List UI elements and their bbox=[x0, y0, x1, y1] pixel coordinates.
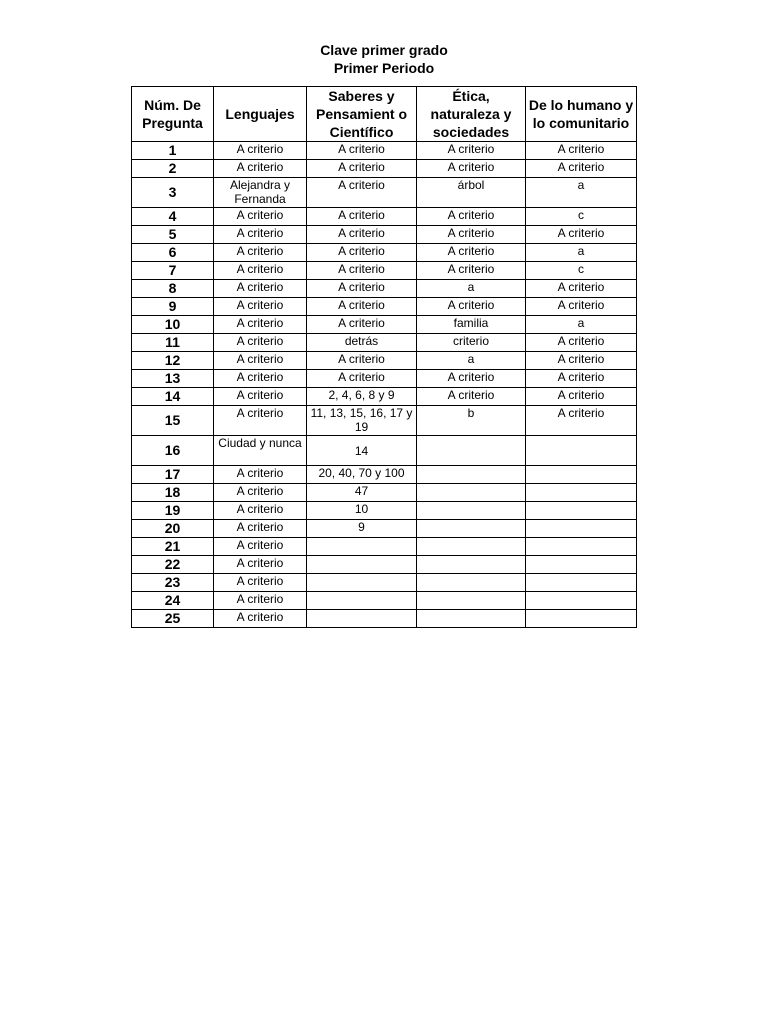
cell-lenguajes: A criterio bbox=[214, 280, 307, 298]
cell-question-number: 16 bbox=[132, 436, 214, 466]
cell-saberes bbox=[307, 610, 417, 628]
cell-lenguajes: A criterio bbox=[214, 370, 307, 388]
cell-saberes: A criterio bbox=[307, 280, 417, 298]
cell-question-number: 21 bbox=[132, 538, 214, 556]
cell-humano: a bbox=[526, 316, 637, 334]
cell-humano bbox=[526, 502, 637, 520]
header-row bbox=[132, 87, 637, 142]
cell-saberes bbox=[307, 574, 417, 592]
cell-saberes: 2, 4, 6, 8 y 9 bbox=[307, 388, 417, 406]
cell-saberes: 11, 13, 15, 16, 17 y 19 bbox=[307, 406, 417, 436]
cell-lenguajes: A criterio bbox=[214, 334, 307, 352]
table-row bbox=[132, 592, 637, 610]
table-row bbox=[132, 208, 637, 226]
cell-question-number: 15 bbox=[132, 406, 214, 436]
cell-question-number: 6 bbox=[132, 244, 214, 262]
cell-etica: A criterio bbox=[417, 298, 526, 316]
cell-etica bbox=[417, 466, 526, 484]
table-row bbox=[132, 484, 637, 502]
cell-question-number: 7 bbox=[132, 262, 214, 280]
cell-saberes: detrás bbox=[307, 334, 417, 352]
cell-humano: A criterio bbox=[526, 280, 637, 298]
title-line-1: Clave primer grado bbox=[320, 42, 448, 58]
table-row bbox=[132, 406, 637, 436]
cell-saberes: A criterio bbox=[307, 262, 417, 280]
cell-humano: A criterio bbox=[526, 226, 637, 244]
cell-question-number: 13 bbox=[132, 370, 214, 388]
cell-question-number: 14 bbox=[132, 388, 214, 406]
cell-humano: A criterio bbox=[526, 406, 637, 436]
cell-humano: A criterio bbox=[526, 388, 637, 406]
cell-lenguajes: A criterio bbox=[214, 160, 307, 178]
cell-lenguajes: A criterio bbox=[214, 142, 307, 160]
cell-question-number: 17 bbox=[132, 466, 214, 484]
table-row bbox=[132, 244, 637, 262]
title-line-2: Primer Periodo bbox=[333, 60, 435, 76]
cell-humano: c bbox=[526, 208, 637, 226]
table-row bbox=[132, 538, 637, 556]
cell-humano bbox=[526, 556, 637, 574]
cell-lenguajes: A criterio bbox=[214, 262, 307, 280]
table-row bbox=[132, 388, 637, 406]
cell-lenguajes: A criterio bbox=[214, 520, 307, 538]
header-etica: Ética, naturaleza y sociedades bbox=[417, 87, 526, 142]
cell-humano: A criterio bbox=[526, 352, 637, 370]
table-row bbox=[132, 280, 637, 298]
table-row bbox=[132, 436, 637, 466]
cell-etica: A criterio bbox=[417, 388, 526, 406]
table-row bbox=[132, 316, 637, 334]
cell-lenguajes: A criterio bbox=[214, 298, 307, 316]
table-row bbox=[132, 262, 637, 280]
cell-etica: A criterio bbox=[417, 262, 526, 280]
cell-saberes: A criterio bbox=[307, 370, 417, 388]
table-row bbox=[132, 520, 637, 538]
table-row bbox=[132, 502, 637, 520]
cell-question-number: 24 bbox=[132, 592, 214, 610]
cell-question-number: 11 bbox=[132, 334, 214, 352]
cell-humano bbox=[526, 592, 637, 610]
cell-saberes: 9 bbox=[307, 520, 417, 538]
cell-saberes bbox=[307, 538, 417, 556]
cell-lenguajes: A criterio bbox=[214, 208, 307, 226]
cell-question-number: 5 bbox=[132, 226, 214, 244]
cell-lenguajes: Alejandra y Fernanda bbox=[214, 178, 307, 208]
cell-lenguajes: A criterio bbox=[214, 556, 307, 574]
cell-saberes: 14 bbox=[307, 436, 417, 466]
cell-lenguajes: A criterio bbox=[214, 316, 307, 334]
header-question-number: Núm. De Pregunta bbox=[132, 87, 214, 142]
table-row bbox=[132, 610, 637, 628]
cell-etica: criterio bbox=[417, 334, 526, 352]
cell-saberes: A criterio bbox=[307, 298, 417, 316]
cell-saberes: A criterio bbox=[307, 160, 417, 178]
cell-saberes bbox=[307, 556, 417, 574]
table-row bbox=[132, 142, 637, 160]
header-lenguajes: Lenguajes bbox=[214, 87, 307, 142]
table-row bbox=[132, 574, 637, 592]
cell-etica bbox=[417, 538, 526, 556]
answer-rows bbox=[132, 142, 637, 628]
cell-etica bbox=[417, 574, 526, 592]
cell-lenguajes: A criterio bbox=[214, 406, 307, 436]
cell-humano: A criterio bbox=[526, 298, 637, 316]
cell-saberes: A criterio bbox=[307, 142, 417, 160]
table-row bbox=[132, 352, 637, 370]
cell-humano: A criterio bbox=[526, 334, 637, 352]
cell-etica: A criterio bbox=[417, 160, 526, 178]
table-row bbox=[132, 370, 637, 388]
cell-humano bbox=[526, 574, 637, 592]
cell-lenguajes: A criterio bbox=[214, 244, 307, 262]
cell-saberes: A criterio bbox=[307, 352, 417, 370]
cell-lenguajes: Ciudad y nunca bbox=[214, 436, 307, 466]
document-title bbox=[0, 41, 768, 77]
cell-lenguajes: A criterio bbox=[214, 466, 307, 484]
cell-question-number: 20 bbox=[132, 520, 214, 538]
cell-etica: A criterio bbox=[417, 244, 526, 262]
cell-question-number: 25 bbox=[132, 610, 214, 628]
cell-etica: familia bbox=[417, 316, 526, 334]
cell-saberes: A criterio bbox=[307, 316, 417, 334]
cell-etica: a bbox=[417, 352, 526, 370]
table-row bbox=[132, 178, 637, 208]
cell-lenguajes: A criterio bbox=[214, 610, 307, 628]
cell-lenguajes: A criterio bbox=[214, 538, 307, 556]
cell-etica bbox=[417, 556, 526, 574]
cell-humano: A criterio bbox=[526, 370, 637, 388]
cell-etica: árbol bbox=[417, 178, 526, 208]
cell-humano: a bbox=[526, 178, 637, 208]
table-row bbox=[132, 556, 637, 574]
cell-etica bbox=[417, 502, 526, 520]
cell-question-number: 8 bbox=[132, 280, 214, 298]
cell-lenguajes: A criterio bbox=[214, 592, 307, 610]
cell-etica bbox=[417, 436, 526, 466]
cell-question-number: 4 bbox=[132, 208, 214, 226]
cell-humano: A criterio bbox=[526, 160, 637, 178]
cell-humano bbox=[526, 466, 637, 484]
cell-etica: A criterio bbox=[417, 142, 526, 160]
cell-question-number: 10 bbox=[132, 316, 214, 334]
cell-etica: A criterio bbox=[417, 370, 526, 388]
cell-lenguajes: A criterio bbox=[214, 484, 307, 502]
cell-humano: a bbox=[526, 244, 637, 262]
table-row bbox=[132, 160, 637, 178]
cell-etica: a bbox=[417, 280, 526, 298]
cell-humano bbox=[526, 610, 637, 628]
cell-lenguajes: A criterio bbox=[214, 502, 307, 520]
table-row bbox=[132, 226, 637, 244]
cell-question-number: 19 bbox=[132, 502, 214, 520]
cell-humano bbox=[526, 538, 637, 556]
cell-question-number: 18 bbox=[132, 484, 214, 502]
answer-key-table bbox=[131, 86, 637, 628]
cell-humano: A criterio bbox=[526, 142, 637, 160]
cell-saberes: A criterio bbox=[307, 178, 417, 208]
cell-etica bbox=[417, 592, 526, 610]
cell-etica bbox=[417, 520, 526, 538]
cell-saberes: 10 bbox=[307, 502, 417, 520]
table-row bbox=[132, 334, 637, 352]
cell-question-number: 9 bbox=[132, 298, 214, 316]
cell-saberes: A criterio bbox=[307, 208, 417, 226]
cell-saberes: A criterio bbox=[307, 244, 417, 262]
cell-lenguajes: A criterio bbox=[214, 574, 307, 592]
cell-lenguajes: A criterio bbox=[214, 388, 307, 406]
cell-question-number: 22 bbox=[132, 556, 214, 574]
cell-saberes: 47 bbox=[307, 484, 417, 502]
cell-saberes bbox=[307, 592, 417, 610]
cell-saberes: 20, 40, 70 y 100 bbox=[307, 466, 417, 484]
cell-etica bbox=[417, 610, 526, 628]
cell-lenguajes: A criterio bbox=[214, 352, 307, 370]
cell-question-number: 3 bbox=[132, 178, 214, 208]
cell-question-number: 2 bbox=[132, 160, 214, 178]
cell-question-number: 1 bbox=[132, 142, 214, 160]
cell-humano bbox=[526, 436, 637, 466]
cell-humano bbox=[526, 484, 637, 502]
cell-etica: A criterio bbox=[417, 208, 526, 226]
header-saberes: Saberes y Pensamient o Científico bbox=[307, 87, 417, 142]
cell-question-number: 23 bbox=[132, 574, 214, 592]
cell-humano bbox=[526, 520, 637, 538]
cell-question-number: 12 bbox=[132, 352, 214, 370]
cell-etica bbox=[417, 484, 526, 502]
cell-lenguajes: A criterio bbox=[214, 226, 307, 244]
cell-saberes: A criterio bbox=[307, 226, 417, 244]
cell-humano: c bbox=[526, 262, 637, 280]
table-row bbox=[132, 298, 637, 316]
cell-etica: b bbox=[417, 406, 526, 436]
cell-etica: A criterio bbox=[417, 226, 526, 244]
header-humano: De lo humano y lo comunitario bbox=[526, 87, 637, 142]
table-row bbox=[132, 466, 637, 484]
